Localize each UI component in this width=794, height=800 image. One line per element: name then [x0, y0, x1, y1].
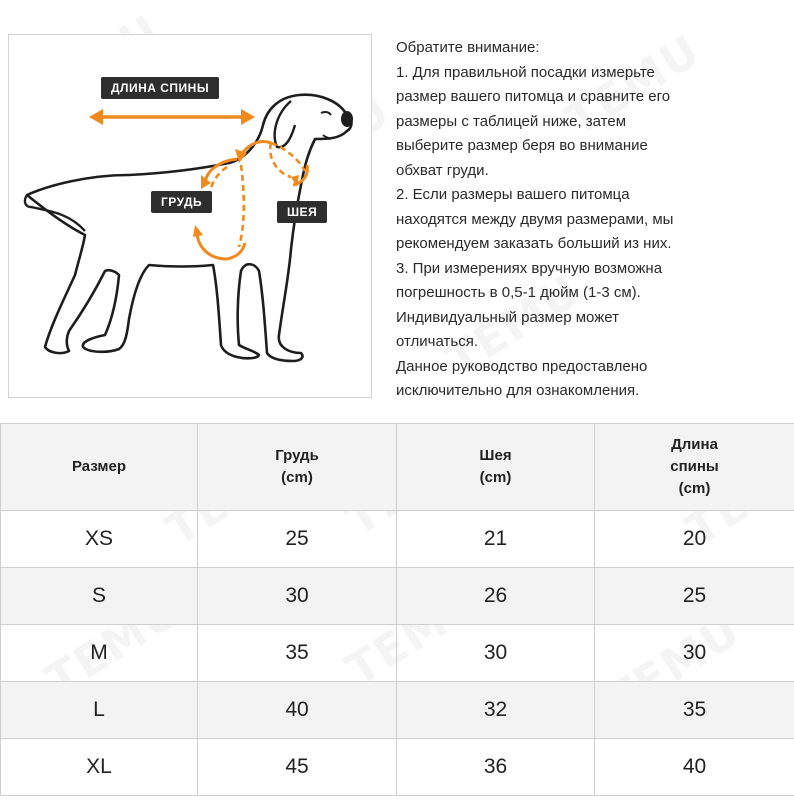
back-length-label: ДЛИНА СПИНЫ — [101, 77, 219, 99]
back-length-cell: 40 — [595, 739, 794, 796]
neck-cell: 36 — [397, 739, 595, 796]
chest-cell: 45 — [198, 739, 397, 796]
header-neck-label: Шея — [479, 447, 512, 464]
chest-cell: 40 — [198, 682, 397, 739]
measurement-notes — [396, 36, 788, 404]
notes-line: погрешность в 0,5-1 дюйм (1-3 см). — [396, 284, 641, 301]
notes-line: Данное руководство предоставлено — [396, 357, 648, 375]
size-cell: XL — [1, 739, 198, 796]
notes-line: размеры с таблицей ниже, затем — [396, 112, 627, 130]
header-size-label: Размер — [71, 458, 127, 475]
neck-cell: 30 — [397, 625, 595, 682]
table-row — [1, 625, 794, 682]
header-back-length-unit: (cm) — [678, 480, 711, 497]
size-table — [0, 423, 794, 796]
size-cell: S — [1, 568, 198, 625]
neck-cell: 21 — [397, 511, 595, 568]
header-chest-label: Грудь — [275, 447, 319, 464]
size-cell: XS — [1, 511, 198, 568]
back-length-cell: 25 — [595, 568, 794, 625]
notes-line: исключительно для ознакомления. — [396, 382, 640, 399]
back-length-cell: 20 — [595, 511, 794, 568]
size-cell: L — [1, 682, 198, 739]
chest-cell: 35 — [198, 625, 397, 682]
notes-line: находятся между двумя размерами, мы — [396, 210, 674, 228]
chest-cell: 30 — [198, 568, 397, 625]
notes-line: размер вашего питомца и сравните его — [396, 88, 671, 105]
chest-cell: 25 — [198, 511, 397, 568]
notes-line: Индивидуальный размер может — [396, 308, 619, 326]
table-row — [1, 568, 794, 625]
table-row — [1, 682, 794, 739]
notes-line: выберите размер беря во внимание — [396, 137, 648, 154]
header-chest-unit: (cm) — [281, 469, 313, 486]
size-cell: M — [1, 625, 198, 682]
neck-cell: 26 — [397, 568, 595, 625]
header-back-length-label: Длина — [671, 436, 718, 453]
table-row — [1, 511, 794, 568]
header-neck-unit: (cm) — [479, 469, 512, 486]
dog-measurement-diagram — [8, 34, 372, 398]
back-length-cell: 35 — [595, 682, 794, 739]
header-size — [1, 424, 198, 511]
back-length-cell: 30 — [595, 625, 794, 682]
notes-line: отличаться. — [396, 333, 478, 350]
notes-line: рекомендуем заказать больший из них. — [396, 235, 672, 252]
notes-line: 1. Для правильной посадки измерьте — [396, 63, 655, 81]
header-back-length — [595, 424, 794, 511]
neck-cell: 32 — [397, 682, 595, 739]
neck-label: ШЕЯ — [277, 201, 327, 223]
notes-line: обхват груди. — [396, 161, 489, 179]
notes-line: 3. При измерениях вручную возможна — [396, 259, 663, 277]
notes-line: Обратите внимание: — [396, 39, 540, 56]
header-chest — [198, 424, 397, 511]
chest-label: ГРУДЬ — [151, 191, 212, 213]
header-back-length-label: спины — [670, 458, 719, 475]
notes-line: 2. Если размеры вашего питомца — [396, 186, 630, 203]
table-header-row — [1, 424, 794, 511]
table-row — [1, 739, 794, 796]
header-neck — [397, 424, 595, 511]
